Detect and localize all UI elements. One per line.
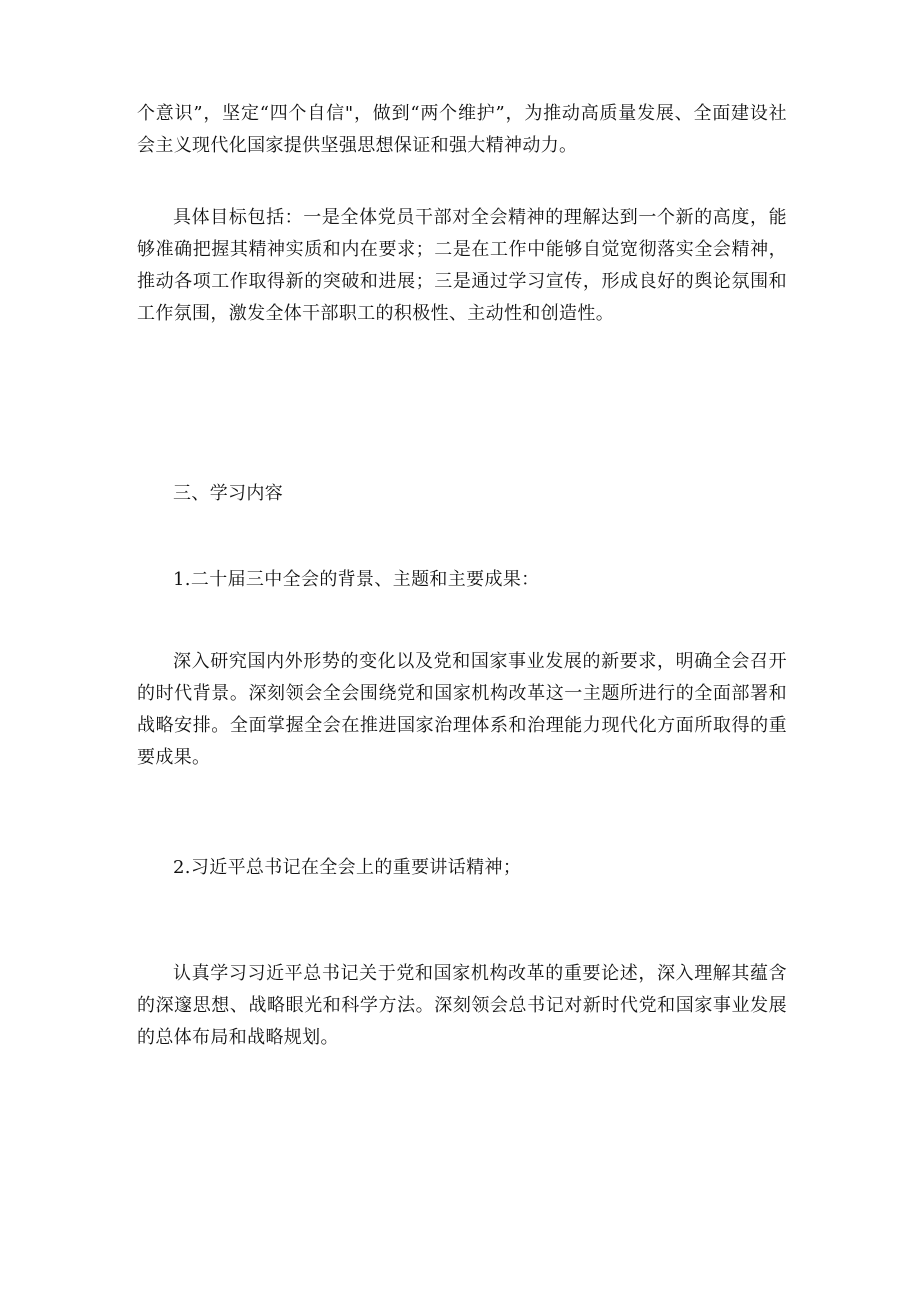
paragraph-goal-conclusion: 个意识”，坚定“四个自信"，做到“两个维护”，为推动高质量发展、全面建设社会主义现代化国家提供坚强思想保证和强大精神动力。: [137, 103, 787, 156]
paragraph-speech-spirit: 认真学习习近平总书记关于党和国家机构改革的重要论述，深入理解其蕴含的深邃思想、战略眼光和科学方法。深刻领会总书记对新时代党和国家事业发展的总体布局和战略规划。: [137, 963, 787, 1048]
section-heading-study-content: 三、学习内容: [173, 483, 284, 504]
subheading-speech-spirit: 2.习近平总书记在全会上的重要讲话精神；: [173, 857, 522, 878]
paragraph-specific-goals: 具体目标包括：一是全体党员干部对全会精神的理解达到一个新的高度，能够准确把握其精神实质和内在要求；二是在工作中能够自觉宽彻落实全会精神，推动各项工作取得新的突破和进展；三是通过学习宣传，形成良好的舆论氛围和工作氛围，激发全体干部职工的积极性、主动性和创造性。: [137, 207, 787, 324]
paragraph-plenum-background: 深入研究国内外形势的变化以及党和国家事业发展的新要求，明确全会召开的时代背景。深刻领会全会围绕党和国家机构改革这一主题所进行的全面部署和战略安排。全面掌握全会在推进国家治理体系和治理能力现代化方面所取得的重要成果。: [137, 651, 787, 768]
subheading-plenum-background: 1.二十届三中全会的背景、主题和主要成果：: [173, 569, 540, 590]
